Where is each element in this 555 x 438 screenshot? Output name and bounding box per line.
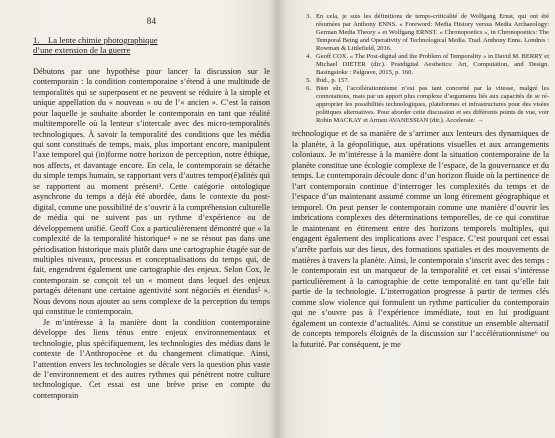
footnote-text: Geoff COX. « The Post-digital and the Problem of Temporality » in David M. BERRY et Michael DIETER (dir.). Postdigital Aesthetics: Art, Computation, and Design. Basingstoke : Palgrave, 2015, p. 160. — [316, 53, 549, 76]
body-paragraph: Je m’intéresse à la manière dont la condition contemporaine développe des liens ténus entre enjeux environnementaux et technologie, plus spécifiquement, les technologies des médias dans le contexte de l’Anthropocène et du changement climatique. Ainsi, l’attention envers les technologies se décale vers la question plus vaste de l’environnement et des autres rythmes qui pénètrent notre culture technologique. Cet essai est une brève prise en compte du contemporain — [33, 317, 270, 400]
footnote-text: Bien sûr, l’accélérationnisme n’est pas tant concerné par la vitesse, malgré les connotations, mais par un apport plus complexe d’arguments liés aux capacités de se ré-approprier les possibilités technologiques, plateformes et infrastructures pour des visées politiques alternatives. Pour aborder cette discussion et ses différents points de vue, voir Robin MACKAY et Armen AVANESSIAN (dir.). Accelerate: → — [316, 85, 549, 124]
right-body-text — [292, 129, 549, 350]
body-paragraph: technologique et de sa manière de s’arrimer aux lenteurs des dynamiques de la planète, à la géopolitique, aux opérations visuelles et aux arrangements coloniaux. Je m’intéresse à la manière dont la situation contemporaine de la planète constitue une écologie complexe de l’espace, de la gouvernance et du temps. Le contemporain découle donc d’un horizon fluide où la pertinence de l’art contemporain continue d’interroger les complexités du temps et de l’espace d’un maintenant assumé comme un long étirement géographique et temporel. On peut penser le contemporain comme une manière d’ouvrir les imbrications complexes des déterminations temporelles, de ce qui constitue le maintenant en étirement entre des horizons temporels multiples, qui engagent également des implications avec l’espace. C’est pourquoi cet essai s’arrête parfois sur des lieux, des formations spatiales et des mouvements de matières à travers la planète. Ainsi, le contemporain s’inscrit avec des temps : le contemporain est un marqueur de la temporalité et cet essai s’intéresse particulièrement à la cartographie de cette temporalité en tant qu’elle fait partie de la technologie. L’interrogation progresse à partir de termes clés comme slow violence qui formulent un rythme particulier du contemporain qui ne s’ouvre pas à l’expérience immédiate, tout en lui prodiguant également un contexte d’actualités. Ainsi se constitue un ensemble alternatif de concepts temporels éloignés de la discussion sur l’accélérationnisme⁶ ou la futurité. Par conséquent, je me — [292, 129, 549, 349]
footnote — [292, 77, 549, 85]
section-heading — [33, 35, 270, 56]
footnote — [292, 85, 549, 125]
body-paragraph: Débutons par une hypothèse pour lancer la discussion sur le contemporain : la condition contemporaine s’étend à une multitude de temporalités qui se superposent et ne peuvent se réduire à la simple et unique appellation du « nouveau » ou de l’« ancien ». C’est la raison pour laquelle je souhaite aborder le contemporain en tant que réalité multitemporelle où la lenteur s’intercale avec des micro-temporalités technologiques. À savoir la temporalité des conditions que les média qui sont constitués de temps, mais, plus important encore, manipulent l’axe temporel qui (in)forme notre horizon de perception, notre éthique, nos affects, et davantage encore. En cela, le contemporain se détache du simple temps humain, se rapportant vers d’autres tempor(é)alités qui se rapportent au moment présent³. Cette catégorie ontologique asynchrone du temps a déjà été abordée, dans le contexte du post-digital, comme une possibilité de s’ouvrir à la compréhension culturelle de média qui ne suivent pas un rythme d’expérience ou de développement unifié. Geoff Cox a particulièrement démontré que « la complexité de la temporalité historique⁴ » ne se résout pas dans une périodisation historique mais plutôt dans une cartographie étagée sur de multiples niveaux, processus et conceptualisations du temps qui, de fait, engendrent également une cartographie des enjeux. Selon Cox, le contemporain se conçoit tel un « moment dans lequel des enjeux partagés détenant une certaine agentivité sont négociés et étendus⁵ ». Nous devons nous ajouter au sens complexe de la perception du temps qui constitue le contemporain. — [33, 66, 270, 317]
section-heading-line-2: d’une extension de la guerre — [33, 45, 131, 56]
section-heading-line-1: 1. La lente chimie photographique — [33, 35, 158, 45]
footnote — [292, 53, 549, 77]
footnote-number: 4. — [306, 53, 311, 60]
footnote-number: 6. — [306, 85, 311, 92]
footnotes — [292, 13, 549, 125]
left-body-text — [33, 67, 270, 402]
footnote — [292, 13, 549, 53]
footnote-text: Ibid., p. 157. — [316, 77, 350, 84]
footnote-text: En cela, je suis les définitions de temps-criticalité de Wolfgang Ernst, qui ont été résumées par Anthony ENNS. « Foreword: Media History versus Media Archaeology: German Media Theory » et Wolfgang ERNST. « Chronopoetics », in Chronopoetics: The Temporal Being and Operativity of Technological Media. Trad. Anthony Enns. Londres : Rowman & Littlefield, 2016. — [316, 13, 549, 52]
footnote-number: 3. — [306, 13, 311, 20]
page-number: 84 — [146, 16, 157, 26]
right-page — [278, 0, 555, 438]
footnote-number: 5. — [306, 77, 311, 84]
